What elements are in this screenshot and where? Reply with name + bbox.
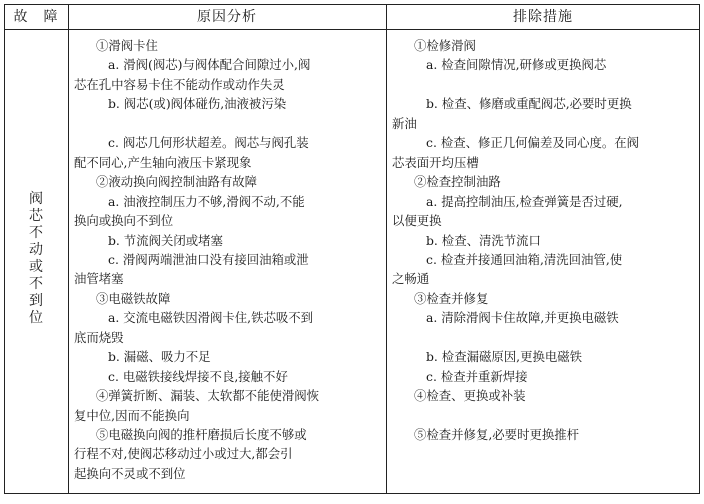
table-line: ③电磁铁故障: [96, 290, 171, 306]
table-line: ⑤电磁换向阀的推杆磨损后长度不够或: [96, 427, 307, 442]
column-divider: [386, 4, 387, 494]
table-line: b. 检查、修磨或重配阀芯,必要时更换: [426, 96, 632, 112]
table-line: ②检查控制油路: [414, 174, 501, 190]
table-line: ⑤检查并修复,必要时更换推杆: [414, 427, 580, 442]
table-line: a. 提高控制油压,检查弹簧是否过硬,: [426, 193, 623, 209]
header-divider: [4, 29, 700, 30]
table-line: 行程不对,使阀芯移动过小或过大,都会引: [74, 446, 293, 462]
table-line: 之畅通: [392, 271, 430, 287]
table-line: b. 漏磁、吸力不足: [108, 349, 211, 365]
fault-char: 不: [29, 276, 43, 292]
table-line: 新油: [392, 115, 417, 131]
table-line: 以便更换: [392, 213, 442, 229]
table-line: b. 检查、清洗节流口: [426, 232, 541, 248]
table-line: b. 检查漏磁原因,更换电磁铁: [426, 349, 583, 365]
table-line: 油管堵塞: [74, 271, 124, 287]
table-line: c. 阀芯几何形状超差。阀芯与阀孔装: [108, 135, 309, 151]
fault-char: 到: [29, 293, 43, 309]
table-line: ①检修滑阀: [414, 38, 476, 53]
table-line: b. 节流阀关闭或堵塞: [108, 232, 223, 248]
table-line: a. 滑阀(阀芯)与阀体配合间隙过小,阀: [108, 57, 311, 73]
table-line: 起换向不灵或不到位: [74, 465, 186, 481]
table-line: c. 电磁铁接线焊接不良,接触不好: [108, 368, 288, 384]
table-line: c. 检查、修正几何偏差及同心度。在阀: [426, 135, 640, 151]
fault-char: 阀: [29, 191, 43, 207]
table-line: 芯在孔中容易卡住不能动作或动作失灵: [74, 76, 285, 92]
table-line: ②液动换向阀控制油路有故障: [96, 174, 258, 190]
table-line: c. 检查并重新焊接: [426, 368, 528, 384]
table-line: a. 检查间隙情况,研修或更换阀芯: [426, 57, 607, 73]
table-line: 复中位,因而不能换向: [74, 407, 190, 423]
table-line: ④检查、更换或补装: [414, 388, 526, 404]
header-fault: 故 障: [13, 9, 59, 25]
fault-char: 或: [29, 259, 43, 275]
fault-cell: [4, 191, 68, 327]
column-divider: [68, 4, 69, 494]
table-line: 配不同心,产生轴向液压卡紧现象: [74, 154, 252, 170]
table-line: ①滑阀卡住: [96, 38, 158, 53]
table-line: a. 交流电磁铁因滑阀卡住,铁芯吸不到: [108, 310, 314, 326]
fault-char: 位: [29, 310, 43, 326]
table-line: 芯表面开均压槽: [392, 154, 479, 170]
header-cause: 原因分析: [197, 9, 257, 25]
header-remedy: 排除措施: [513, 9, 573, 25]
fault-char: 动: [29, 242, 43, 258]
table-line: ④弹簧折断、漏装、太软都不能使滑阀恢: [96, 388, 320, 404]
table-line: b. 阀芯(或)阀体碰伤,油液被污染: [108, 96, 287, 112]
table-line: a. 油液控制压力不够,滑阀不动,不能: [108, 193, 305, 209]
table-line: c. 滑阀两端泄油口没有接回油箱或泄: [108, 251, 309, 267]
fault-char: 芯: [29, 208, 43, 224]
table-line: a. 清除滑阀卡住故障,并更换电磁铁: [426, 310, 619, 326]
table-line: 底而烧毁: [74, 329, 124, 345]
fault-char: 不: [29, 225, 43, 241]
table-line: 换向或换向不到位: [74, 213, 174, 229]
table-line: ③检查并修复: [414, 290, 489, 306]
table-line: c. 检查并接通回油箱,清洗回油管,使: [426, 251, 623, 267]
